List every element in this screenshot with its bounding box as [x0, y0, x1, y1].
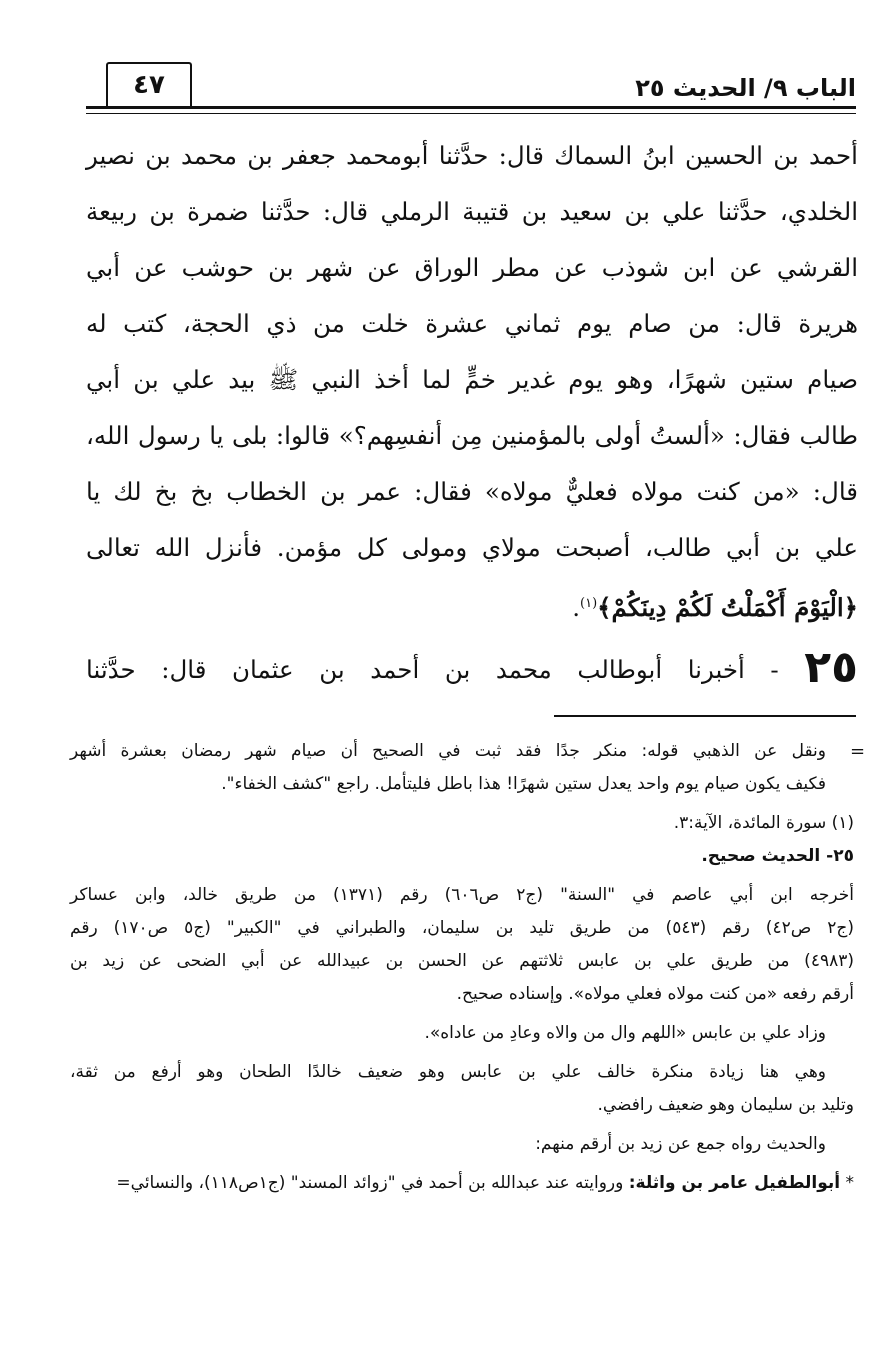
quran-line — [86, 576, 858, 632]
narrator-line — [70, 1167, 854, 1200]
footnotes — [70, 735, 854, 1200]
main-text — [86, 128, 858, 698]
quran-verse: ﴿الْيَوْمَ أَكْمَلْتُ لَكُمْ دِينَكُمْ﴾ — [597, 593, 858, 623]
main-line-6: طالب فقال: «ألستُ أولى بالمؤمنين مِن أنفسِهم؟» قالوا: بلى يا رسول الله، — [86, 421, 858, 450]
hadith-start-text: - أخبرنا أبوطالب محمد بن أحمد بن عثمان قال: حدَّثنا — [86, 655, 779, 684]
page-number-box — [106, 62, 192, 106]
munkara-line-1: وهي هنا زيادة منكرة خالف علي بن عابس وهو ضعيف خالدًا الطحان وهو أرفع من ثقة، — [70, 1062, 826, 1082]
footnote-cont-line-1: ونقل عن الذهبي قوله: منكر جدًا فقد ثبت في الصحيح أن صيام شهر رمضان بعشرة أشهر — [70, 741, 826, 761]
header-rule-thin — [86, 113, 856, 114]
narrator-rest: وروايته عند عبدالله بن أحمد في "زوائد المسند" (ج١ص١١٨)، والنسائي= — [116, 1173, 624, 1193]
footnote-ref-1: (١) — [580, 596, 598, 611]
takhrij-line-2: (ج٢ ص٤٢) رقم (٥٤٣) من طريق تليد بن سليمان، والطبراني في "الكبير" (ج٥ ص١٧٠) رقم — [70, 918, 854, 938]
header-rule — [86, 106, 856, 109]
main-line-4: هريرة قال: من صام يوم ثماني عشرة خلت من ذي الحجة، كتب له — [86, 309, 858, 338]
main-line-1: أحمد بن الحسين ابنُ السماك قال: حدَّثنا أبومحمد جعفر بن محمد بن نصير — [86, 141, 858, 170]
running-head: الباب ٩/ الحديث ٢٥ — [635, 74, 856, 102]
takhrij-line-3: (٤٩٨٣) من طريق علي بن عابس ثلاثتهم عن الحسن بن عبيدالله عن أبي الضحى عن زيد بن — [70, 951, 854, 971]
main-line-7: قال: «من كنت مولاه فعليٌّ مولاه» فقال: عمر بن الخطاب بخ بخ لك يا — [86, 477, 858, 506]
takhrij-line-1: أخرجه ابن أبي عاصم في "السنة" (ج٢ ص٦٠٦) رقم (١٣٧١) من طريق خالد، وابن عساكر — [70, 885, 854, 905]
footnote-cont-line-2: فكيف يكون صيام يوم واحد يعدل ستين شهرًا! هذا باطل فليتأمل. راجع "كشف الخفاء". — [221, 774, 826, 794]
main-line-8: علي بن أبي طالب، أصبحت مولاي ومولى كل مؤمن. فأنزل الله تعالى — [86, 533, 858, 562]
narrator-name: أبوالطفيل عامر بن واثلة: — [628, 1173, 841, 1193]
takhrij-line-4: أرقم رفعه «من كنت مولاه فعلي مولاه». وإسناده صحيح. — [456, 984, 854, 1004]
footnote-separator — [554, 715, 856, 717]
footnote-25-heading: ٢٥- الحديث صحيح. — [701, 846, 854, 866]
quran-end: . — [572, 593, 580, 623]
star-bullet: * — [845, 1173, 854, 1193]
jamaa-line: والحديث رواه جمع عن زيد بن أرقم منهم: — [535, 1134, 826, 1154]
continuation-mark: = — [850, 741, 866, 762]
munkara-line-2: وتليد بن سليمان وهو ضعيف رافضي. — [597, 1095, 854, 1115]
page-header — [86, 62, 856, 116]
main-line-2: الخلدي، حدَّثنا علي بن سعيد بن قتيبة الرملي قال: حدَّثنا ضمرة بن ربيعة — [86, 197, 858, 226]
hadith-number: ٢٥ — [804, 642, 858, 693]
ziyada-line: وزاد علي بن عابس «اللهم وال من والاه وعادِ من عاداه». — [424, 1023, 826, 1043]
hadith-25-start — [86, 638, 858, 698]
main-line-3: القرشي عن ابن شوذب عن مطر الوراق عن شهر بن حوشب عن أبي — [86, 253, 858, 282]
footnote-1: (١) سورة المائدة، الآية:٣. — [673, 813, 854, 833]
main-line-5: صيام ستين شهرًا، وهو يوم غدير خمٍّ لما أخذ النبي ﷺ بيد علي بن أبي — [86, 365, 858, 394]
page-number: ٤٧ — [133, 70, 165, 100]
